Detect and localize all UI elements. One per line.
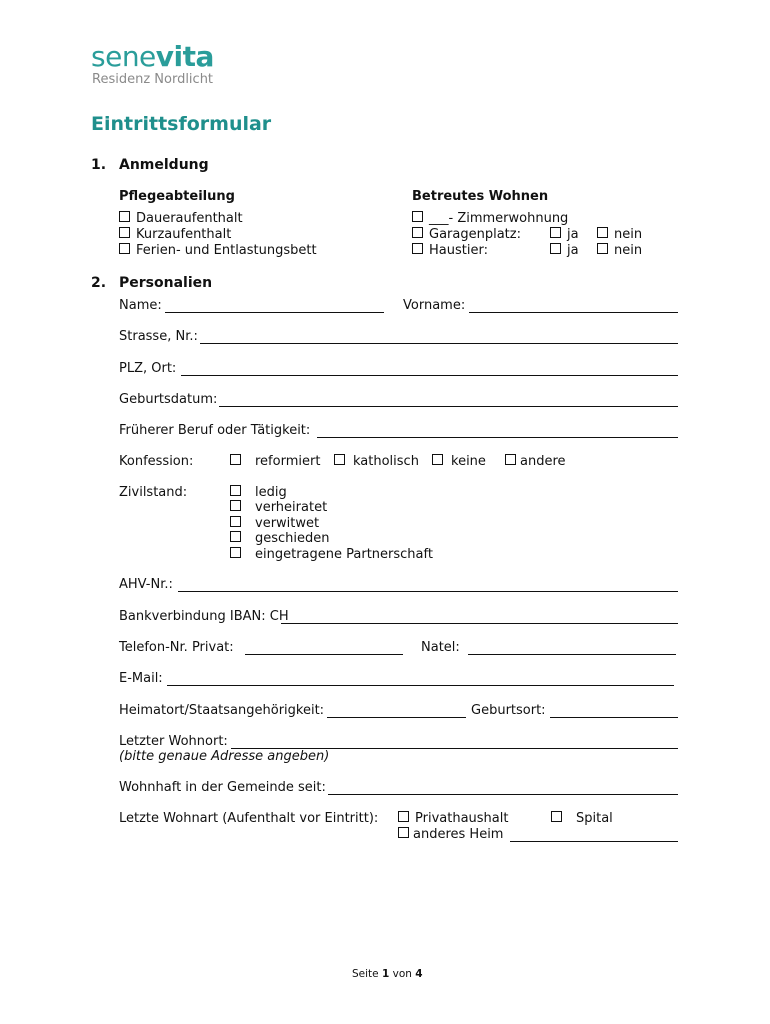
section-2-number: 2.	[91, 275, 107, 291]
plz-label: PLZ, Ort:	[119, 361, 177, 376]
option-label: Daueraufenthalt	[136, 211, 243, 226]
checkbox[interactable]	[230, 516, 241, 527]
konfession-option[interactable]	[334, 454, 419, 469]
konfession-option[interactable]	[432, 454, 486, 469]
vorname-field[interactable]	[469, 312, 678, 313]
option-label: verheiratet	[255, 500, 328, 515]
checkbox[interactable]	[230, 485, 241, 496]
option-label: Garagenplatz:	[429, 227, 521, 242]
geburtsort-label: Geburtsort:	[471, 703, 546, 718]
email-label: E-Mail:	[119, 671, 163, 686]
checkbox[interactable]	[505, 454, 516, 465]
page-total: 4	[415, 968, 423, 980]
letzter-wohnort-hint: (bitte genaue Adresse angeben)	[119, 749, 330, 764]
geburtsdatum-field[interactable]	[219, 406, 678, 407]
zimmerwohnung-option[interactable]	[412, 211, 568, 226]
pflege-option[interactable]	[119, 211, 243, 226]
pflege-option[interactable]	[119, 243, 317, 258]
checkbox[interactable]	[230, 531, 241, 542]
konfession-option[interactable]	[505, 454, 566, 469]
checkbox[interactable]	[432, 454, 443, 465]
option-label: katholisch	[353, 454, 419, 469]
wohnart-option[interactable]	[551, 811, 613, 826]
wohnhaft-label: Wohnhaft in der Gemeinde seit:	[119, 780, 326, 795]
section-1-heading: Anmeldung	[119, 157, 209, 173]
logo-brand-b: vita	[155, 40, 214, 73]
option-label: nein	[614, 243, 643, 258]
geburtsdatum-label: Geburtsdatum:	[119, 392, 218, 407]
logo-brand-a: sene	[91, 40, 156, 73]
ahv-label: AHV-Nr.:	[119, 577, 173, 592]
zivilstand-label: Zivilstand:	[119, 485, 188, 500]
checkbox[interactable]	[230, 454, 241, 465]
option-label: ja	[567, 243, 579, 258]
checkbox[interactable]	[550, 243, 561, 254]
natel-field[interactable]	[468, 654, 676, 655]
name-label: Name:	[119, 298, 162, 313]
checkbox[interactable]	[334, 454, 345, 465]
checkbox[interactable]	[412, 211, 423, 222]
option-label: eingetragene Partnerschaft	[255, 547, 433, 562]
checkbox[interactable]	[230, 500, 241, 511]
checkbox[interactable]	[398, 827, 409, 838]
natel-label: Natel:	[421, 640, 460, 655]
checkbox[interactable]	[119, 227, 130, 238]
heimatort-field[interactable]	[327, 717, 466, 718]
garagenplatz-option[interactable]	[412, 227, 521, 242]
option-label: Kurzaufenthalt	[136, 227, 232, 242]
zivilstand-option[interactable]	[230, 531, 330, 546]
checkbox[interactable]	[412, 243, 423, 254]
checkbox[interactable]	[119, 243, 130, 254]
pflege-option[interactable]	[119, 227, 231, 242]
option-label: Haustier:	[429, 243, 488, 258]
wohnhaft-field[interactable]	[328, 794, 678, 795]
beruf-field[interactable]	[317, 437, 678, 438]
wohnart-label: Letzte Wohnart (Aufenthalt vor Eintritt):	[119, 811, 379, 826]
option-label: andere	[520, 454, 566, 469]
option-label: Privathaushalt	[415, 811, 509, 826]
checkbox[interactable]	[597, 227, 608, 238]
zivilstand-option[interactable]	[230, 547, 433, 562]
logo-subtitle: Residenz Nordlicht	[92, 72, 214, 87]
wohnart-option[interactable]	[398, 827, 503, 842]
geburtsort-field[interactable]	[550, 717, 678, 718]
option-label: anderes Heim	[413, 827, 504, 842]
zivilstand-option[interactable]	[230, 500, 327, 515]
strasse-field[interactable]	[200, 343, 678, 344]
checkbox[interactable]	[412, 227, 423, 238]
checkbox[interactable]	[119, 211, 130, 222]
strasse-label: Strasse, Nr.:	[119, 329, 198, 344]
heimatort-label: Heimatort/Staatsangehörigkeit:	[119, 703, 325, 718]
checkbox[interactable]	[550, 227, 561, 238]
zivilstand-option[interactable]	[230, 516, 319, 531]
haustier-ja[interactable]	[550, 243, 579, 258]
haustier-nein[interactable]	[597, 243, 642, 258]
option-label: verwitwet	[255, 516, 320, 531]
form-title: Eintrittsformular	[91, 113, 272, 135]
page-middle: von	[392, 968, 412, 980]
option-label: reformiert	[255, 454, 321, 469]
option-label: keine	[451, 454, 486, 469]
option-label: ledig	[255, 485, 287, 500]
page-number	[352, 968, 423, 980]
zivilstand-option[interactable]	[230, 485, 287, 500]
iban-label: Bankverbindung IBAN: CH	[119, 609, 289, 624]
plz-field[interactable]	[181, 375, 678, 376]
letzter-wohnort-label: Letzter Wohnort:	[119, 734, 228, 749]
checkbox[interactable]	[597, 243, 608, 254]
option-label: geschieden	[255, 531, 330, 546]
beruf-label: Früherer Beruf oder Tätigkeit:	[119, 423, 311, 438]
option-label: Ferien- und Entlastungsbett	[136, 243, 317, 258]
option-label: ___- Zimmerwohnung	[429, 211, 569, 226]
page-prefix: Seite	[352, 968, 379, 980]
option-label: ja	[567, 227, 579, 242]
telefon-label: Telefon-Nr. Privat:	[119, 640, 234, 655]
anderes-heim-field[interactable]	[510, 841, 678, 842]
name-field[interactable]	[165, 312, 384, 313]
email-field[interactable]	[167, 685, 674, 686]
section-2-heading: Personalien	[119, 275, 213, 291]
vorname-label: Vorname:	[403, 298, 466, 313]
checkbox[interactable]	[398, 811, 409, 822]
option-label: Spital	[576, 811, 613, 826]
garagenplatz-nein[interactable]	[597, 227, 642, 242]
checkbox[interactable]	[551, 811, 562, 822]
ahv-field[interactable]	[178, 591, 678, 592]
logo	[91, 40, 214, 73]
betreutes-wohnen-heading: Betreutes Wohnen	[412, 189, 549, 204]
wohnart-option[interactable]	[398, 811, 508, 826]
page-current: 1	[381, 968, 390, 980]
iban-field[interactable]	[281, 623, 678, 624]
section-1-number: 1.	[91, 157, 107, 173]
konfession-option[interactable]	[230, 454, 320, 469]
haustier-option[interactable]	[412, 243, 488, 258]
garagenplatz-ja[interactable]	[550, 227, 579, 242]
konfession-label: Konfession:	[119, 454, 194, 469]
option-label: nein	[614, 227, 643, 242]
checkbox[interactable]	[230, 547, 241, 558]
pflegeabteilung-heading: Pflegeabteilung	[119, 189, 235, 204]
telefon-field[interactable]	[245, 654, 403, 655]
